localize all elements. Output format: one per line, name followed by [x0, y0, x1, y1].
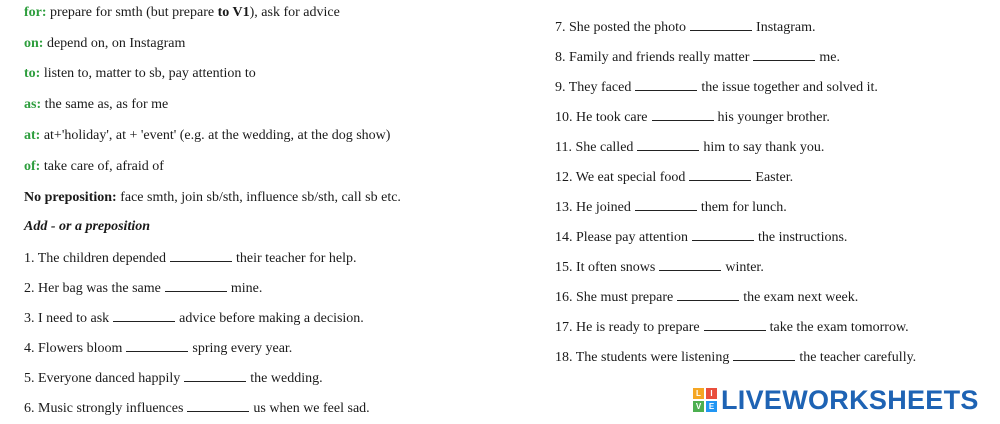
- exercise-text: 12. We eat special food: [555, 170, 686, 185]
- rule-text: prepare for smth (but prepare: [46, 5, 218, 20]
- exercise-text: 1. The children depended: [24, 251, 167, 266]
- exercise-text-after: me.: [819, 50, 840, 65]
- answer-blank[interactable]: [184, 369, 246, 382]
- rule-key: for:: [24, 5, 47, 20]
- exercise-text-after: the issue together and solved it.: [701, 80, 878, 95]
- exercise-text: 9. They faced: [555, 80, 632, 95]
- exercise-item: [555, 48, 840, 67]
- exercise-item: [555, 168, 793, 187]
- exercise-text: 13. He joined: [555, 200, 631, 215]
- rule-on: [24, 35, 185, 53]
- exercise-item: [555, 138, 824, 157]
- answer-blank[interactable]: [677, 288, 739, 301]
- exercise-text-after: them for lunch.: [700, 200, 787, 215]
- exercise-text: 11. She called: [555, 140, 634, 155]
- exercise-text: 15. It often snows: [555, 260, 656, 275]
- exercise-item: [555, 198, 787, 217]
- exercise-text: 5. Everyone danced happily: [24, 371, 181, 386]
- exercise-text: 17. He is ready to prepare: [555, 320, 700, 335]
- exercise-item: [555, 228, 847, 247]
- answer-blank[interactable]: [659, 258, 721, 271]
- logo-mark-cell: V: [693, 401, 704, 412]
- answer-blank[interactable]: [692, 228, 754, 241]
- liveworksheets-logo[interactable]: [693, 386, 979, 414]
- exercise-text-after: the exam next week.: [743, 290, 859, 305]
- exercise-item: [24, 339, 292, 358]
- exercise-text: 3. I need to ask: [24, 311, 110, 326]
- exercise-text-after: his younger brother.: [717, 110, 830, 125]
- exercise-text: 4. Flowers bloom: [24, 341, 123, 356]
- exercise-item: [555, 288, 858, 307]
- exercise-item: [24, 369, 323, 388]
- answer-blank[interactable]: [689, 168, 751, 181]
- rule-text: take care of, afraid of: [40, 159, 164, 174]
- exercise-item: [555, 258, 764, 277]
- answer-blank[interactable]: [704, 318, 766, 331]
- rule-text-after: ), ask for advice: [249, 5, 340, 20]
- exercise-text-after: winter.: [725, 260, 764, 275]
- exercise-item: [24, 309, 364, 328]
- rule-text: the same as, as for me: [41, 97, 169, 112]
- rule-key: on:: [24, 36, 44, 51]
- exercise-item: [555, 108, 830, 127]
- answer-blank[interactable]: [635, 198, 697, 211]
- exercise-text: 6. Music strongly influences: [24, 401, 184, 416]
- exercise-text: 10. He took care: [555, 110, 648, 125]
- logo-mark-cell: L: [693, 388, 704, 399]
- rule-key: of:: [24, 159, 41, 174]
- exercise-item: [555, 18, 816, 37]
- rule-at: [24, 127, 390, 145]
- exercise-text-after: the teacher carefully.: [799, 350, 917, 365]
- exercise-text-after: advice before making a decision.: [179, 311, 364, 326]
- exercise-text: 2. Her bag was the same: [24, 281, 161, 296]
- exercise-item: [555, 348, 916, 367]
- exercise-text: 18. The students were listening: [555, 350, 730, 365]
- exercise-text: 16. She must prepare: [555, 290, 674, 305]
- exercise-text: 8. Family and friends really matter: [555, 50, 750, 65]
- exercise-text-after: the wedding.: [250, 371, 323, 386]
- logo-mark-icon: [693, 388, 717, 412]
- answer-blank[interactable]: [187, 399, 249, 412]
- answer-blank[interactable]: [126, 339, 188, 352]
- exercise-text: 7. She posted the photo: [555, 20, 687, 35]
- exercise-text-after: mine.: [230, 281, 263, 296]
- answer-blank[interactable]: [753, 48, 815, 61]
- rule-key: at:: [24, 128, 41, 143]
- exercise-text: 14. Please pay attention: [555, 230, 688, 245]
- rule-no-preposition: [24, 189, 401, 207]
- rule-as: [24, 96, 168, 114]
- rule-for: [24, 4, 340, 22]
- exercise-item: [555, 318, 909, 337]
- rule-text: face smth, join sb/sth, influence sb/sth, call sb etc.: [116, 190, 401, 205]
- logo-mark-cell: E: [706, 401, 717, 412]
- logo-mark-cell: I: [706, 388, 717, 399]
- answer-blank[interactable]: [637, 138, 699, 151]
- rule-bold-text: to V1: [217, 5, 250, 20]
- exercise-item: [555, 78, 878, 97]
- exercise-text-after: Instagram.: [756, 20, 816, 35]
- answer-blank[interactable]: [733, 348, 795, 361]
- exercise-text-after: spring every year.: [192, 341, 293, 356]
- logo-text: LIVEWORKSHEETS: [721, 384, 979, 415]
- rule-to: [24, 65, 256, 83]
- exercise-text-after: us when we feel sad.: [253, 401, 370, 416]
- answer-blank[interactable]: [652, 108, 714, 121]
- exercise-text-after: Easter.: [755, 170, 794, 185]
- exercise-text-after: take the exam tomorrow.: [769, 320, 909, 335]
- answer-blank[interactable]: [690, 18, 752, 31]
- rule-text: listen to, matter to sb, pay attention to: [40, 66, 256, 81]
- rule-key: as:: [24, 97, 42, 112]
- answer-blank[interactable]: [635, 78, 697, 91]
- exercise-item: [24, 249, 357, 268]
- exercise-text-after: their teacher for help.: [236, 251, 357, 266]
- rule-of: [24, 158, 164, 176]
- exercise-text-after: the instructions.: [757, 230, 848, 245]
- exercise-instruction: Add - or a preposition: [24, 219, 151, 234]
- answer-blank[interactable]: [165, 279, 227, 292]
- rule-key: to:: [24, 66, 41, 81]
- rule-key: No preposition:: [24, 190, 117, 205]
- rule-text: at+'holiday', at + 'event' (e.g. at the wedding, at the dog show): [40, 128, 391, 143]
- answer-blank[interactable]: [170, 249, 232, 262]
- exercise-text-after: him to say thank you.: [703, 140, 825, 155]
- exercise-item: [24, 399, 370, 418]
- answer-blank[interactable]: [113, 309, 175, 322]
- exercise-item: [24, 279, 262, 298]
- rule-text: depend on, on Instagram: [43, 36, 186, 51]
